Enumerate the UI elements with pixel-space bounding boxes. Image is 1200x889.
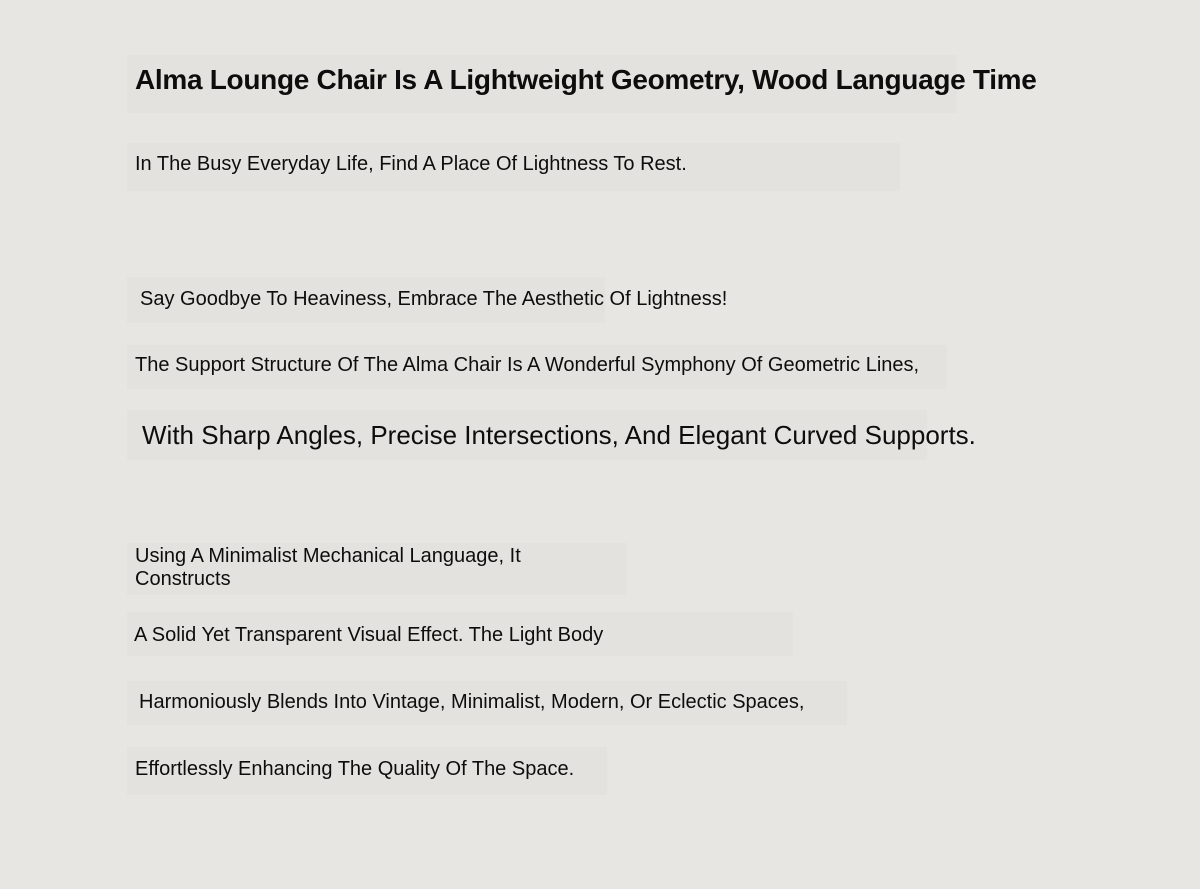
page-title: Alma Lounge Chair Is A Lightweight Geometry, Wood Language Time bbox=[135, 64, 1037, 95]
body-line-enhancing: Effortlessly Enhancing The Quality Of The Space. bbox=[135, 758, 575, 780]
body-line-solid: A Solid Yet Transparent Visual Effect. The Light Body bbox=[134, 624, 604, 646]
body-line-support: The Support Structure Of The Alma Chair Is A Wonderful Symphony Of Geometric Lines, bbox=[135, 354, 920, 376]
body-line-goodbye: Say Goodbye To Heaviness, Embrace The Aesthetic Of Lightness! bbox=[140, 288, 728, 310]
body-line-harmony: Harmoniously Blends Into Vintage, Minimalist, Modern, Or Eclectic Spaces, bbox=[139, 691, 805, 713]
body-line-minimalist: Using A Minimalist Mechanical Language, It Constructs bbox=[135, 545, 521, 590]
subtitle: In The Busy Everyday Life, Find A Place Of Lightness To Rest. bbox=[135, 153, 687, 175]
body-line-angles: With Sharp Angles, Precise Intersections, And Elegant Curved Supports. bbox=[142, 420, 976, 450]
